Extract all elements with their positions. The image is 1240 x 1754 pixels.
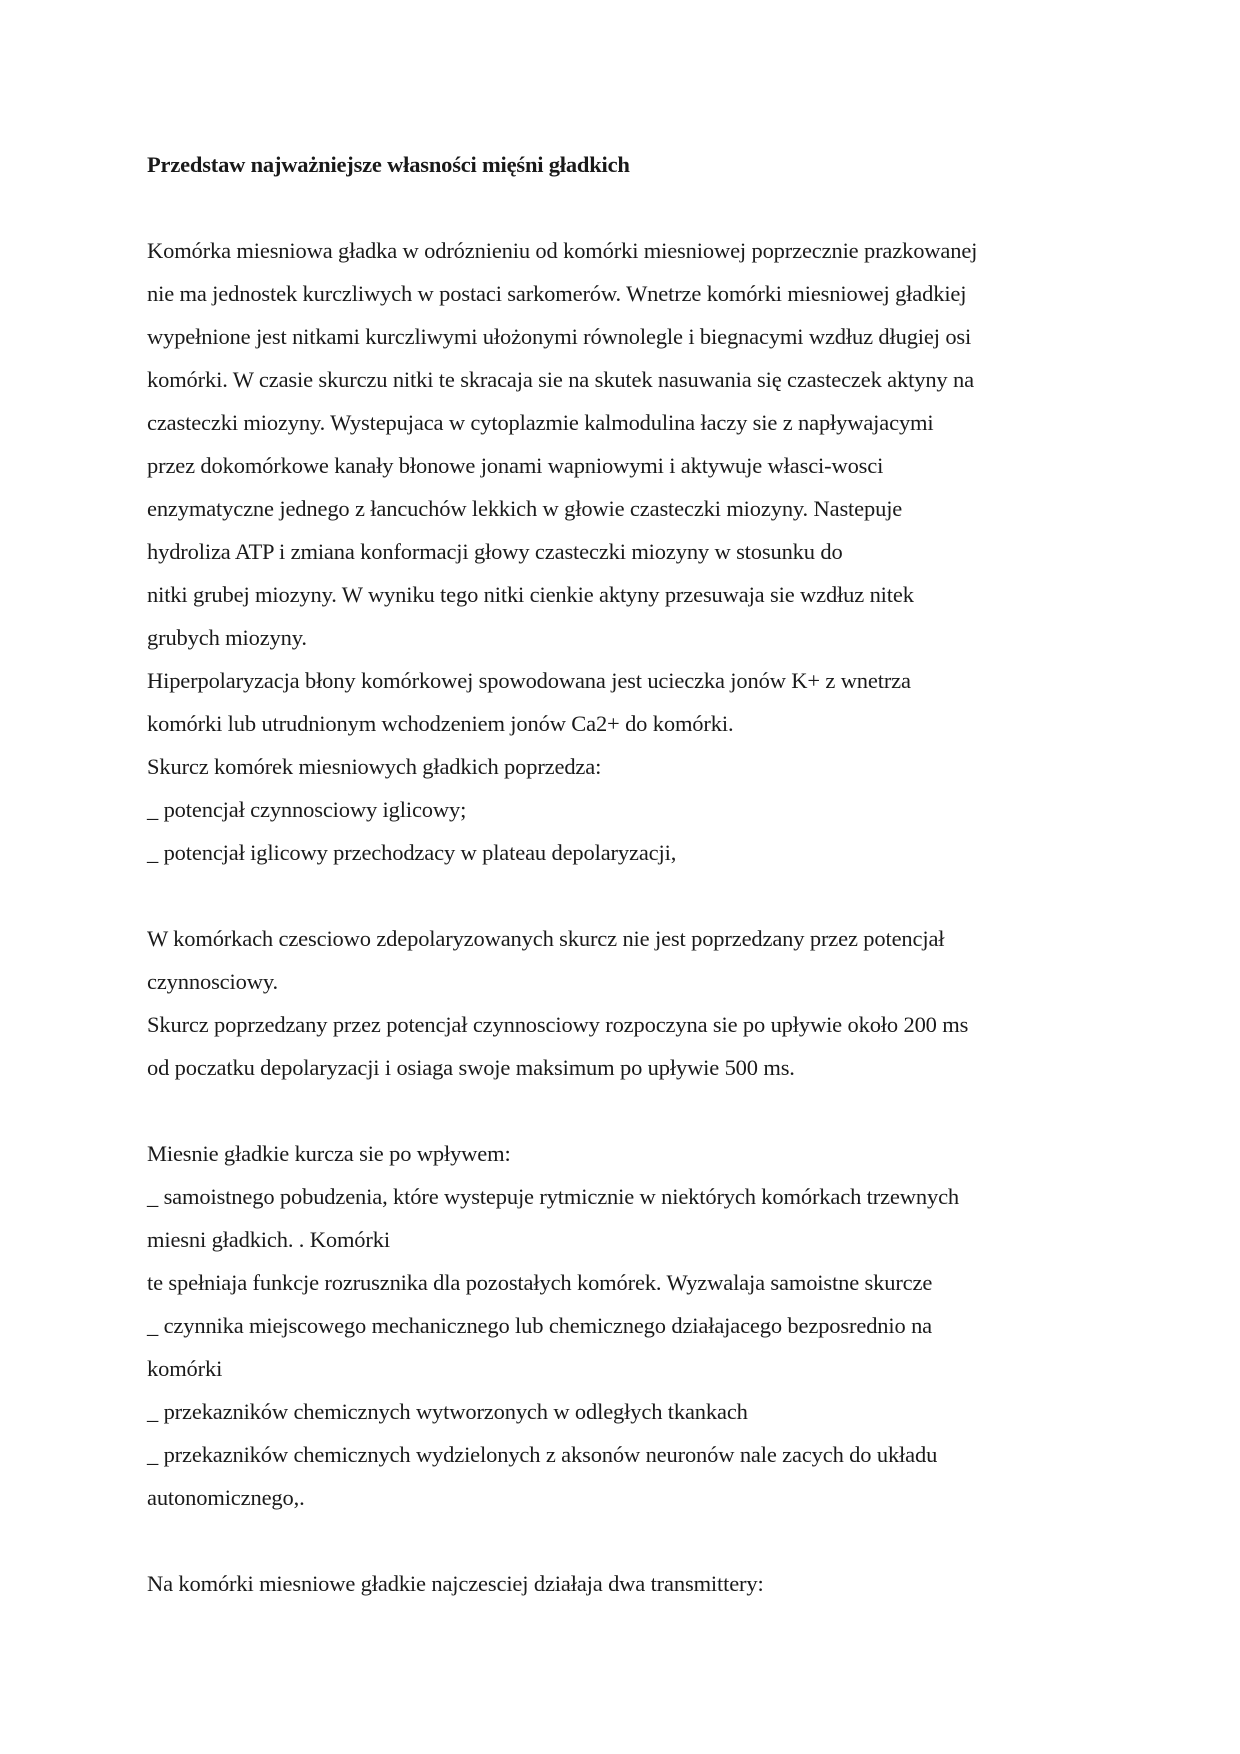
- text-line: [147, 1519, 1107, 1562]
- text-line: autonomicznego,.: [147, 1485, 305, 1510]
- text-line: nitki grubej miozyny. W wyniku tego nitki cienkie aktyny przesuwaja sie wzdłuz nitek: [147, 582, 914, 607]
- text-line: enzymatyczne jednego z łancuchów lekkich w głowie czasteczki miozyny. Nastepuje: [147, 496, 903, 521]
- text-line: te spełniaja funkcje rozrusznika dla pozostałych komórek. Wyzwalaja samoistne skurcze: [147, 1270, 933, 1295]
- text-line: komórki: [147, 1356, 223, 1381]
- text-line: czynnosciowy.: [147, 969, 278, 994]
- text-line: [147, 186, 1107, 229]
- text-line: Miesnie gładkie kurcza sie po wpływem:: [147, 1141, 511, 1166]
- text-line: Skurcz poprzedzany przez potencjał czynnosciowy rozpoczyna sie po upływie około 200 ms: [147, 1012, 969, 1037]
- text-line: _ potencjał iglicowy przechodzacy w plateau depolaryzacji,: [147, 840, 677, 865]
- text-line: grubych miozyny.: [147, 625, 307, 650]
- text-line: W komórkach czesciowo zdepolaryzowanych skurcz nie jest poprzedzany przez potencjał: [147, 926, 945, 951]
- text-line: miesni gładkich. . Komórki: [147, 1227, 390, 1252]
- text-line: wypełnione jest nitkami kurczliwymi ułożonymi równolegle i biegnacymi wzdłuz długiej osi: [147, 324, 972, 349]
- text-line: _ przekazników chemicznych wytworzonych w odległych tkankach: [147, 1399, 748, 1424]
- text-line: [147, 1089, 1107, 1132]
- text-line: Komórka miesniowa gładka w odróznieniu od komórki miesniowej poprzecznie prazkowanej: [147, 238, 978, 263]
- text-line: przez dokomórkowe kanały błonowe jonami wapniowymi i aktywuje własci-wosci: [147, 453, 884, 478]
- text-line: _ samoistnego pobudzenia, które wystepuje rytmicznie w niektórych komórkach trzewnych: [147, 1184, 960, 1209]
- document-body: [147, 143, 1107, 1605]
- text-line: komórki lub utrudnionym wchodzeniem jonów Ca2+ do komórki.: [147, 711, 734, 736]
- text-line: od poczatku depolaryzacji i osiaga swoje maksimum po upływie 500 ms.: [147, 1055, 795, 1080]
- text-line: _ przekazników chemicznych wydzielonych z aksonów neuronów nale zacych do układu: [147, 1442, 938, 1467]
- text-line: Na komórki miesniowe gładkie najczesciej działaja dwa transmittery:: [147, 1571, 764, 1596]
- text-line: komórki. W czasie skurczu nitki te skracaja sie na skutek nasuwania się czasteczek aktyny na: [147, 367, 974, 392]
- text-line: _ potencjał czynnosciowy iglicowy;: [147, 797, 467, 822]
- document-title: Przedstaw najważniejsze własności mięśni gładkich: [147, 152, 630, 177]
- text-line: [147, 874, 1107, 917]
- text-line: Hiperpolaryzacja błony komórkowej spowodowana jest ucieczka jonów K+ z wnetrza: [147, 668, 911, 693]
- text-line: nie ma jednostek kurczliwych w postaci sarkomerów. Wnetrze komórki miesniowej gładkiej: [147, 281, 967, 306]
- text-line: Skurcz komórek miesniowych gładkich poprzedza:: [147, 754, 602, 779]
- text-line: hydroliza ATP i zmiana konformacji głowy czasteczki miozyny w stosunku do: [147, 539, 843, 564]
- text-line: czasteczki miozyny. Wystepujaca w cytoplazmie kalmodulina łaczy sie z napływajacymi: [147, 410, 934, 435]
- text-line: _ czynnika miejscowego mechanicznego lub chemicznego działajacego bezposrednio na: [147, 1313, 933, 1338]
